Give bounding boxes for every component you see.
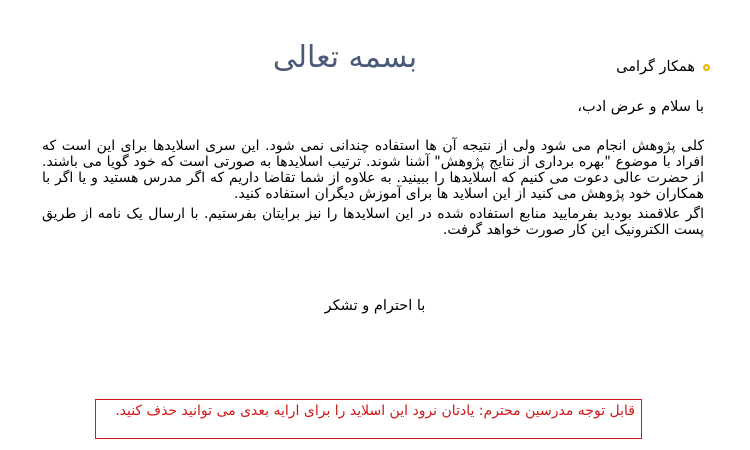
salutation-text: همکار گرامی [616, 59, 695, 75]
body-text [42, 138, 704, 242]
slide-title: بسمه تعالی [272, 40, 418, 75]
notice-box: قابل توجه مدرسین محترم: یادتان نرود این اسلاید را برای ارایه بعدی می توانید حذف کنید. [95, 399, 642, 439]
bullet-circle-icon [703, 64, 710, 71]
body-paragraph-2: اگر علاقمند بودید بفرمایید منابع استفاده شده در این اسلایدها را نیز برایتان بفرستیم. با ارسال یک نامه از طریق پست الکترونیک این کار صورت خواهد گرفت. [42, 206, 704, 238]
closing-text: با احترام و تشکر [324, 298, 426, 314]
salutation-row [616, 56, 710, 78]
body-paragraph-1: کلی پژوهش انجام می شود ولی از نتیجه آن ها استفاده چندانی نمی شود. این سری اسلایدها برای این است که افراد با موضوع "بهره برداری از نتایج پژوهش" آشنا شوند. ترتیب اسلایدها به صورتی است که خود گویا می باشند. از حضرت عالی دعوت می کنیم که اسلایدها را ببینید. به علاوه از شما تقاضا داریم که اگر مدرس هستید و یا اگر با همکاران خود پژوهش می کنید از این اسلاید ها برای آموزش دیگران استفاده کنید. [42, 138, 704, 202]
greeting-text: با سلام و عرض ادب، [577, 99, 704, 115]
